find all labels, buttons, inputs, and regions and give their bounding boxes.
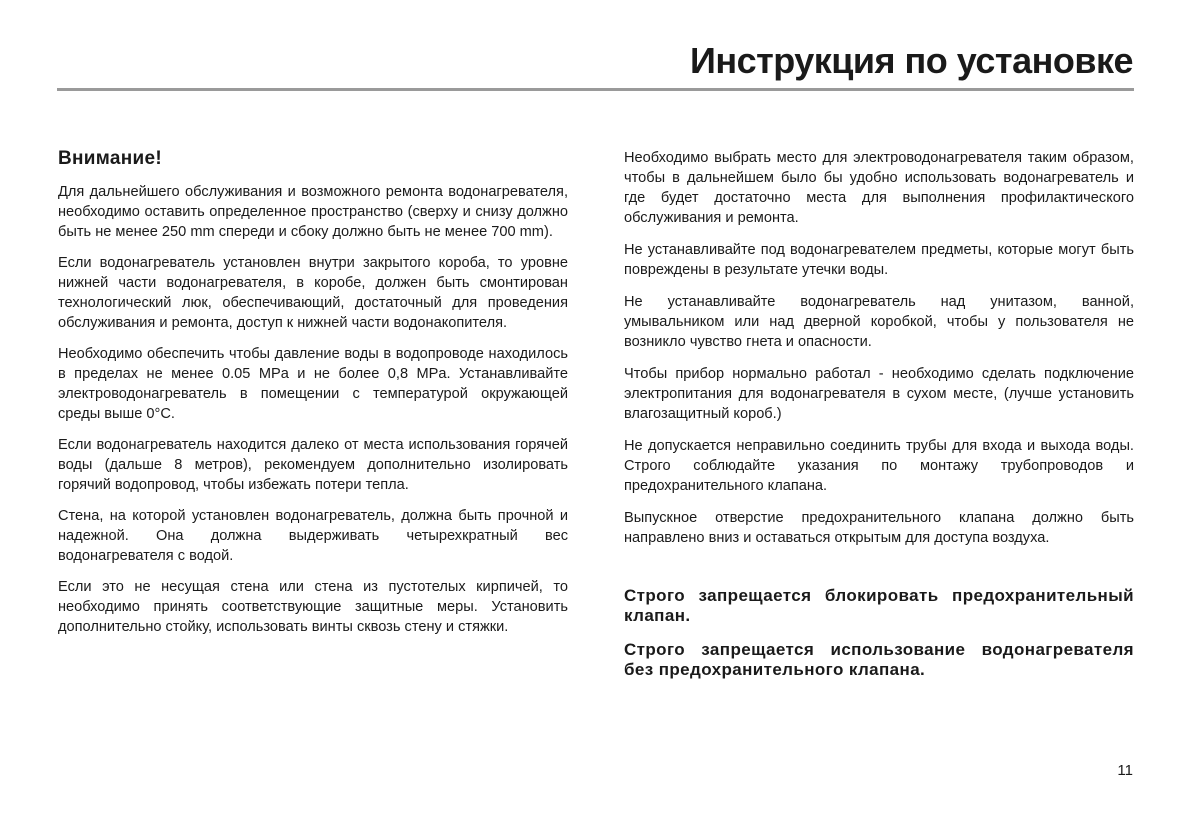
- page-number: 11: [1117, 762, 1133, 779]
- left-column: [58, 148, 568, 648]
- right-paragraph-2: Не устанавливайте под водонагревателем предметы, которые могут быть повреждены в результате утечки воды.: [624, 242, 1134, 278]
- right-paragraph-6: Выпускное отверстие предохранительного клапана должно быть направлено вниз и оставаться открытым для доступа воздуха.: [624, 510, 1134, 546]
- warning-valve-required: Строго запрещается использование водонагревателя без предохранительного клапана.: [624, 640, 1134, 679]
- right-paragraph-4: Чтобы прибор нормально работал - необходимо сделать подключение электропитания для водонагревателя в сухом месте, (лучше установить влагозащитный короб.): [624, 366, 1134, 422]
- left-paragraph-2: Если водонагреватель установлен внутри закрытого короба, то уровне нижней части водонагревателя, в коробе, должен быть смонтирован технологический люк, обеспечивающий, достаточный для проведения обслуживания и ремонта, доступ к нижней части водонакопителя.: [58, 255, 568, 331]
- warnings-block: [624, 586, 1134, 680]
- right-paragraph-3: Не устанавливайте водонагреватель над унитазом, ванной, умывальником или над дверной коробкой, чтобы у пользователя не возникло чувство гнета и опасности.: [624, 294, 1134, 350]
- right-column: [624, 148, 1134, 694]
- page-title: Инструкция по установке: [689, 40, 1133, 81]
- right-paragraph-5: Не допускается неправильно соединить трубы для входа и выхода воды. Строго соблюдайте указания по монтажу трубопроводов и предохранительного клапана.: [624, 438, 1134, 494]
- left-paragraph-1: Для дальнейшего обслуживания и возможного ремонта водонагревателя, необходимо оставить определенное пространство (сверху и снизу должно быть не менее 250 mm спереди и сбоку должно быть не менее 700 mm).: [58, 184, 568, 240]
- title-divider: [57, 88, 1134, 91]
- attention-heading: Внимание!: [58, 148, 162, 169]
- left-paragraph-5: Стена, на которой установлен водонагреватель, должна быть прочной и надежной. Она должна выдерживать четырехкратный вес водонагревателя с водой.: [58, 508, 568, 564]
- left-paragraph-3: Необходимо обеспечить чтобы давление воды в водопроводе находилось в пределах не менее 0.05 MPa и не более 0,8 MPa. Устанавливайте электроводонагреватель в помещении с температурой окружающей среды выше 0°C.: [58, 346, 568, 422]
- right-paragraph-1: Необходимо выбрать место для электроводонагревателя таким образом, чтобы в дальнейшем было бы удобно использовать водонагреватель и где будет достаточно места для выполнения профилактического обслуживания и ремонта.: [624, 150, 1134, 226]
- left-paragraph-6: Если это не несущая стена или стена из пустотелых кирпичей, то необходимо принять соответствующие защитные меры. Установить дополнительно стойку, использовать винты сквозь стену и стяжки.: [58, 579, 568, 635]
- warning-valve-block: Строго запрещается блокировать предохранительный клапан.: [624, 586, 1134, 625]
- left-paragraph-4: Если водонагреватель находится далеко от места использования горячей воды (дальше 8 метров), рекомендуем дополнительно изолировать горячий водопровод, чтобы избежать потери тепла.: [58, 437, 568, 493]
